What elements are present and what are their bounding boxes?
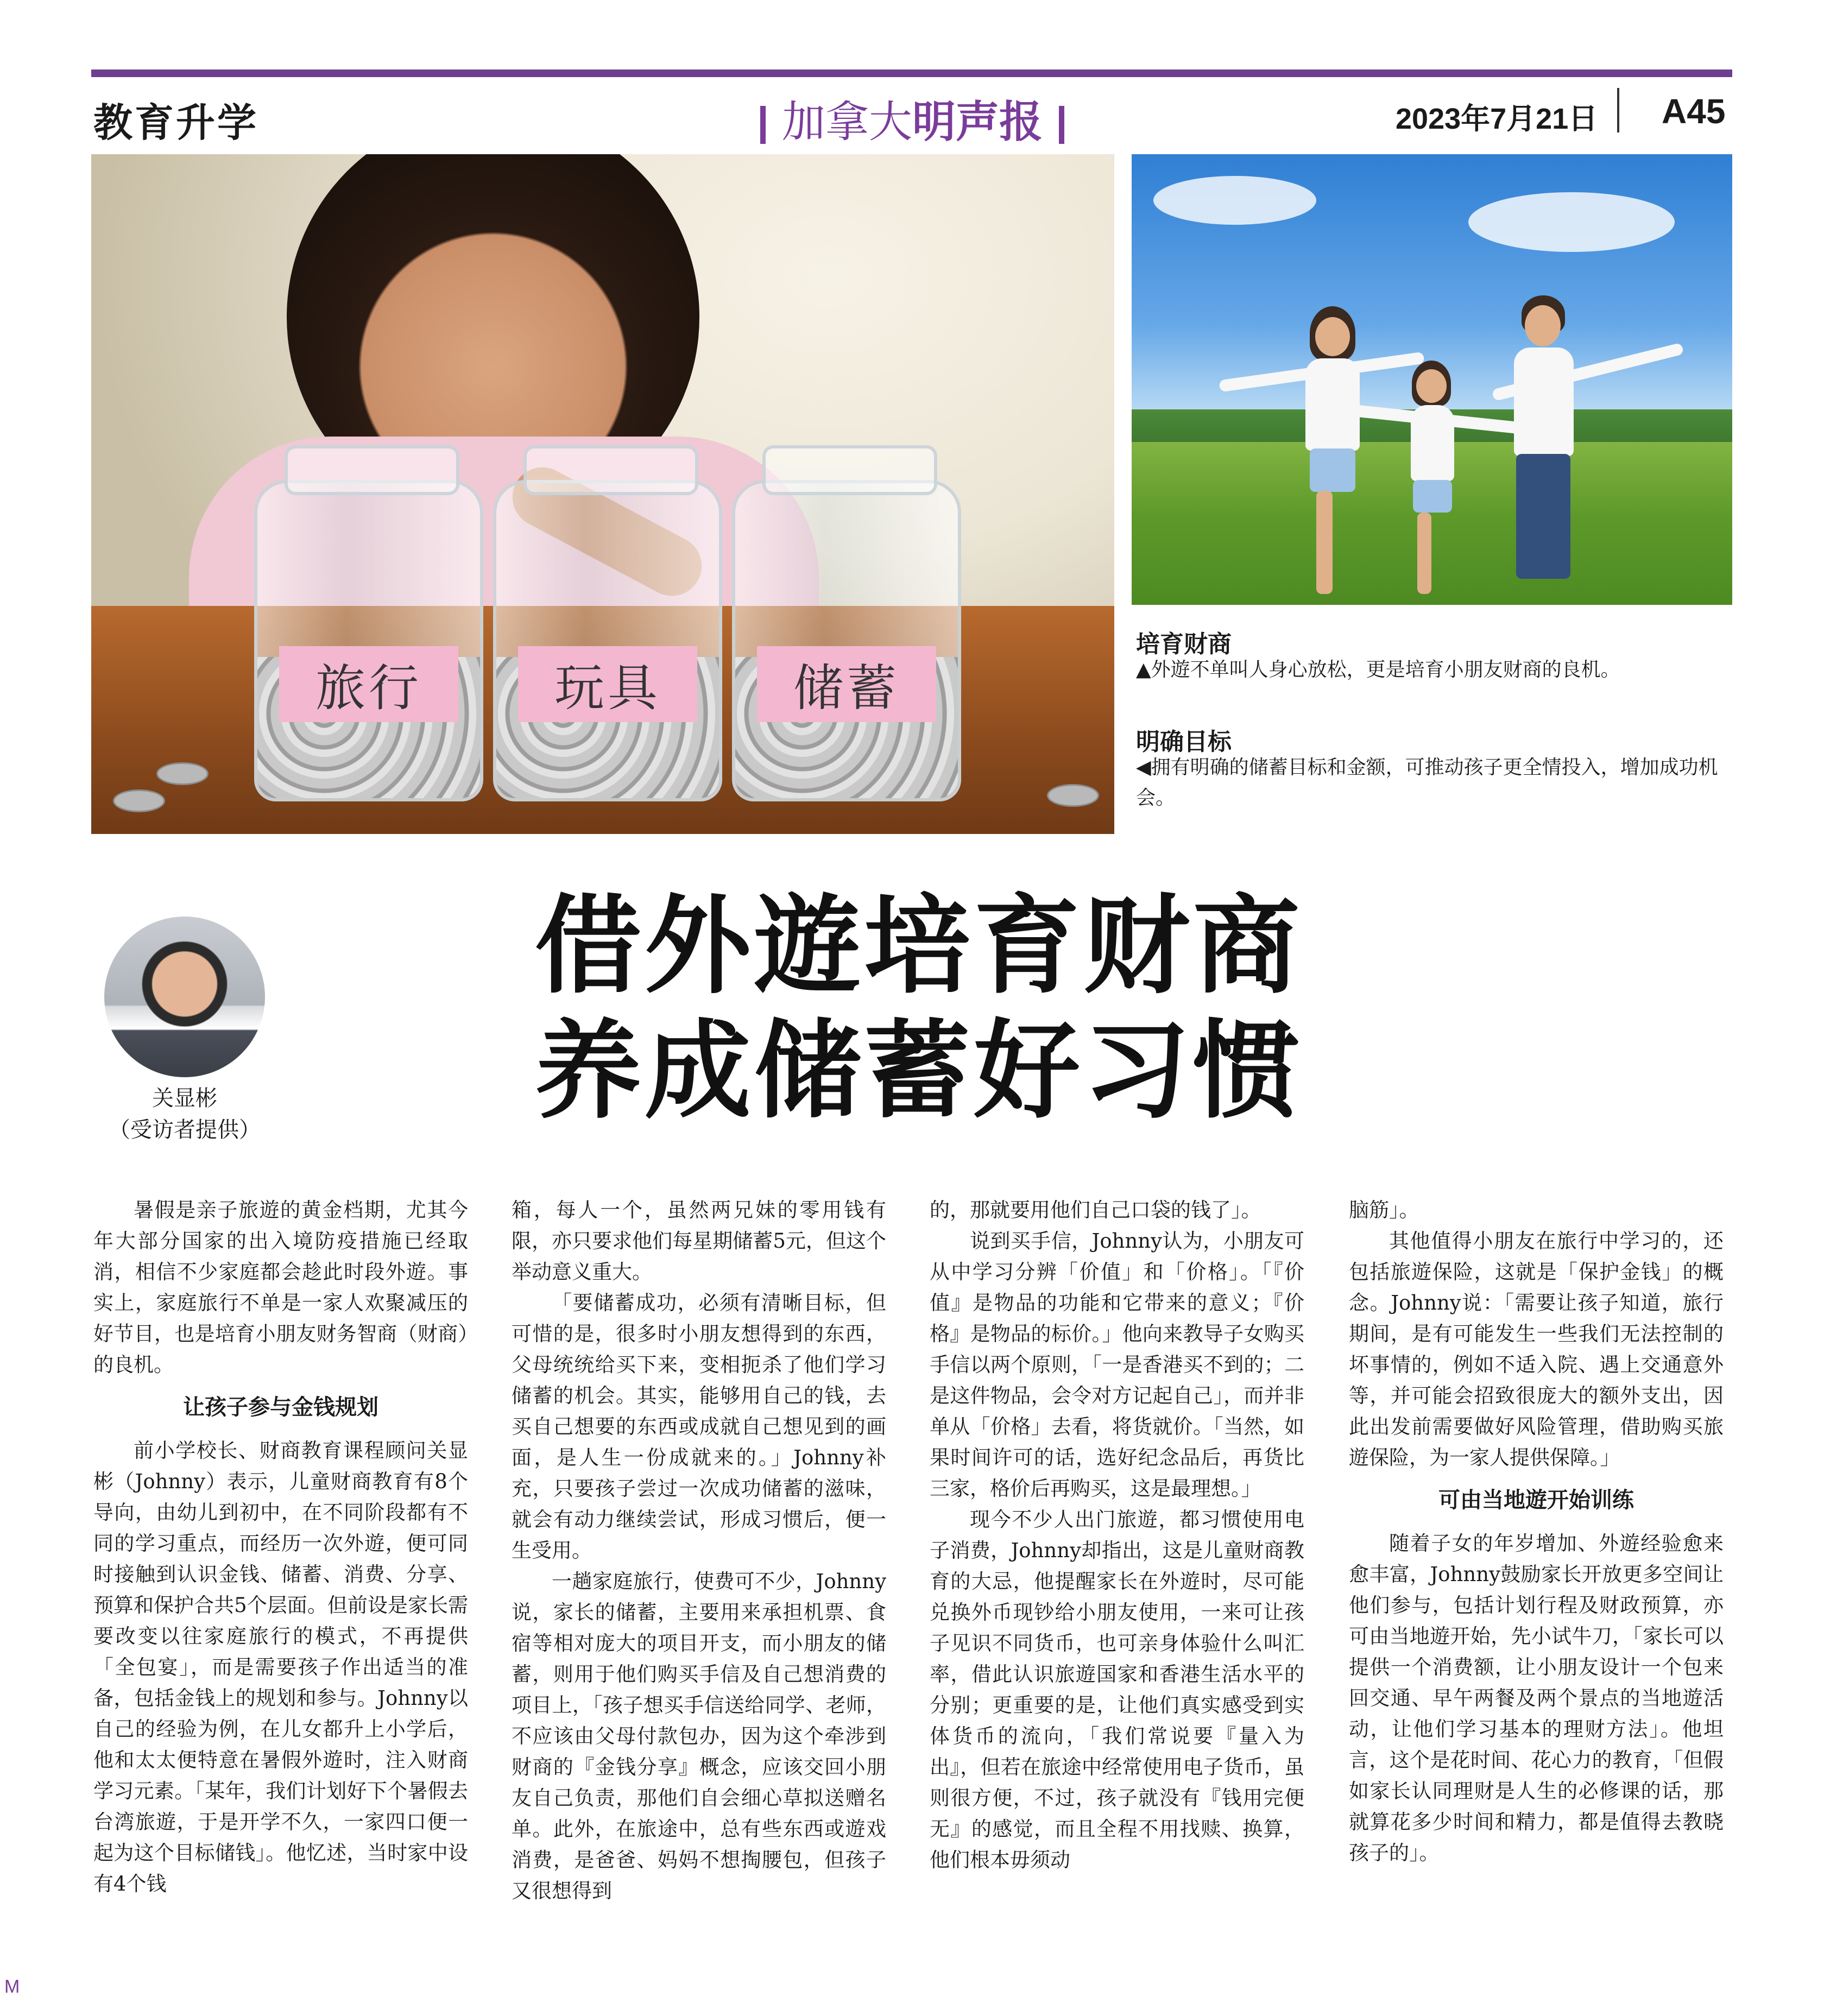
headline (535, 884, 1512, 1134)
interviewee-portrait (104, 917, 265, 1077)
jar-label: 旅行 (279, 646, 458, 722)
jar-travel (254, 480, 483, 801)
jar-label: 玩具 (518, 646, 697, 722)
masthead-bar-left (760, 106, 766, 144)
caption-title: 明确目标 (1136, 728, 1232, 756)
family-photo (1132, 154, 1732, 605)
paragraph: 随着子女的年岁增加、外遊经验愈来愈丰富，Johnny鼓励家长开放更多空间让他们参与，包括计划行程及财政预算，亦可由当地遊开始，先小试牛刀，「家长可以提供一个消费额，让小朋友设计一个包来回交通、早午两餐及两个景点的当地遊活动，让他们学习基本的理财方法」。他坦言，这个是花时间、花心力的教育，「但假如家长认同理财是人生的必修课的话，那就算花多少时间和精力，都是值得去教晓孩子的」。 (1349, 1532, 1724, 1865)
caption-text: ◀拥有明确的储蓄目标和金额，可推动孩子更全情投入，增加成功机会。 (1136, 756, 1718, 809)
paragraph: 脑筋」。 (1349, 1198, 1419, 1222)
coin (113, 789, 165, 812)
page-number: A45 (1662, 92, 1726, 131)
portrait-caption (98, 1083, 272, 1146)
cloud (1468, 192, 1675, 252)
coin (1047, 784, 1099, 807)
paragraph: 前小学校长、财商教育课程顾问关显彬（Johnny）表示，儿童财商教育有8个导向，由幼儿到初中，在不同阶段都有不同的学习重点，而经历一次外遊，便可同时接触到认识金钱、储蓄、消费、分享、预算和保护合共5个层面。但前设是家长需要改变以往家庭旅行的模式，不再提供「全包宴」，而是需要孩子作出适当的准备，包括金钱上的规划和参与。Johnny以自己的经验为例，在儿女都升上小学后，他和太太便特意在暑假外遊时，注入财商学习元素。「某年，我们计划好下个暑假去台湾旅遊，于是开学不久，一家四口便一起为这个目标储钱」。他忆述，当时家中设有4个钱 (93, 1439, 468, 1895)
portrait-credit: （受访者提供） (109, 1117, 261, 1142)
masthead-light: 加拿大 (782, 97, 912, 147)
paragraph: 说到买手信，Johnny认为，小朋友可从中学习分辨「价值」和「价格」。「『价值』是物品的功能和它带来的意义；『价格』是物品的标价。」他向来教导子女购买手信以两个原则，「一是香港买不到的；二是这件物品，会令对方记起自己」，而并非单从「价格」去看，将货就价。「当然，如果时间许可的话，选好纪念品后，再货比三家，格价后再购买，这是最理想。」 (930, 1229, 1304, 1500)
article-column-3 (930, 1195, 1304, 1875)
jar-toys (493, 480, 722, 801)
section-title: 教育升学 (93, 100, 259, 146)
masthead-bold: 明声报 (912, 97, 1043, 147)
issue-date: 2023年7月21日 (1396, 103, 1598, 135)
jar-savings (732, 480, 961, 801)
headline-line-2: 养成储蓄好习惯 (535, 1009, 1303, 1133)
article-column-1 (93, 1195, 468, 1899)
portrait-name: 关显彬 (152, 1086, 217, 1111)
paragraph: 暑假是亲子旅遊的黄金档期，尤其今年大部分国家的出入境防疫措施已经取消，相信不少家庭都会趁此时段外遊。事实上，家庭旅行不单是一家人欢聚减压的好节目，也是培育小朋友财务智商（财商）的良机。 (93, 1198, 468, 1376)
paragraph: 「要储蓄成功，必须有清晰目标，但可惜的是，很多时小朋友想得到的东西，父母统统给买下来，变相扼杀了他们学习储蓄的机会。其实，能够用自己的钱，去买自己想要的东西或成就自己想见到的画面，是人生一份成就来的。」Johnny补充，只要孩子尝过一次成功储蓄的滋味，就会有动力继续尝试，形成习惯后，便一生受用。 (512, 1291, 886, 1562)
masthead-bar-right (1059, 106, 1064, 144)
jar-rim (523, 445, 698, 495)
paragraph: 一趟家庭旅行，使费可不少，Johnny说，家长的储蓄，主要用来承担机票、食宿等相对庞大的项目开支，而小朋友的储蓄，则用于他们购买手信及自己想消费的项目上，「孩子想买手信送给同学、老师，不应该由父母付款包办，因为这个牵涉到财商的『金钱分享』概念，应该交回小朋友自己负责，那他们自会细心草拟送赠名单。此外，在旅途中，总有些东西或遊戏消费，是爸爸、妈妈不想掏腰包，但孩子又很想得到 (512, 1570, 886, 1903)
paragraph: 箱，每人一个，虽然两兄妹的零用钱有限，亦只要求他们每星期储蓄5元，但这个举动意义重大。 (512, 1198, 886, 1284)
paragraph: 的，那就要用他们自己口袋的钱了」。 (930, 1198, 1261, 1222)
top-rule (91, 69, 1732, 77)
paragraph: 其他值得小朋友在旅行中学习的，还包括旅遊保险，这就是「保护金钱」的概念。Johnny说：「需要让孩子知道，旅行期间，是有可能发生一些我们无法控制的坏事情的，例如不适入院、遇上交通意外等，并可能会招致很庞大的额外支出，因此出发前需要做好风险管理，借助购买旅遊保险，为一家人提供保障。」 (1349, 1229, 1724, 1469)
subheading: 让孩子参与金钱规划 (183, 1395, 378, 1420)
subheading: 可由当地遊开始训练 (1438, 1488, 1634, 1513)
headline-line-1: 借外遊培育财商 (535, 884, 1303, 1008)
caption-text: ▲外遊不单叫人身心放松，更是培育小朋友财商的良机。 (1136, 659, 1620, 681)
coin-jars-photo (91, 154, 1114, 834)
article-column-4 (1349, 1195, 1724, 1868)
jar-label: 储蓄 (757, 646, 936, 722)
coin (156, 762, 209, 785)
cloud (1153, 176, 1316, 225)
header-divider (1617, 88, 1619, 132)
article-column-2 (512, 1195, 886, 1906)
jar-rim (285, 445, 459, 495)
paragraph: 现今不少人出门旅遊，都习惯使用电子消费，Johnny却指出，这是儿童财商教育的大忌，他提醒家长在外遊时，尽可能兑换外币现钞给小朋友使用，一来可让孩子见识不同货币，也可亲身体验什么叫汇率，借此认识旅遊国家和香港生活水平的分别；更重要的是，让他们真实感受到实体货币的流向，「我们常说要『量入为出』，但若在旅途中经常使用电子货币，虽则很方便，不过，孩子就没有『钱用完便无』的感觉，而且全程不用找赎、换算，他们根本毋须动 (930, 1508, 1304, 1872)
corner-mark: M (4, 1976, 20, 1997)
masthead (739, 87, 1086, 149)
jar-rim (762, 445, 937, 495)
caption-title: 培育财商 (1136, 630, 1232, 658)
